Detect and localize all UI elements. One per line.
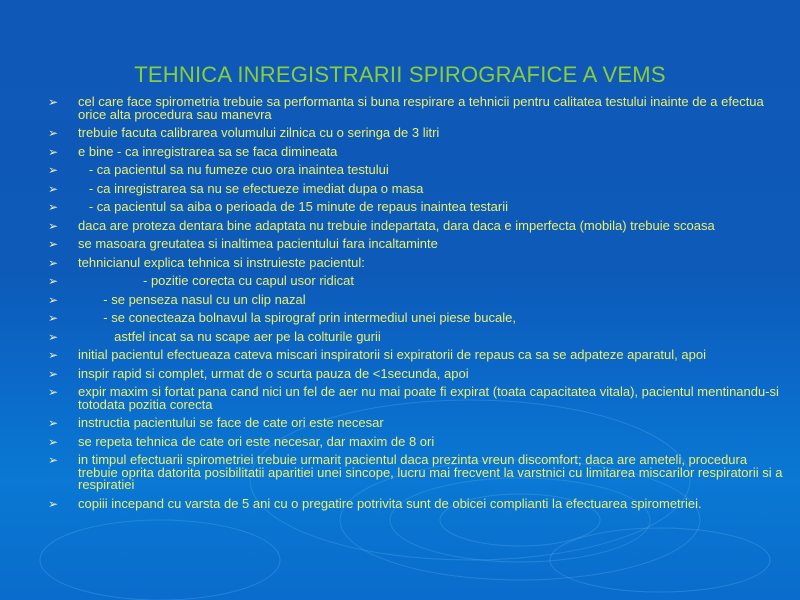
arrow-bullet-icon: ➢ bbox=[48, 95, 59, 109]
bullet-item bbox=[48, 164, 788, 177]
bullet-item bbox=[48, 417, 788, 430]
bullet-text: - ca inregistrarea sa nu se efectueze imediat dupa o masa bbox=[78, 180, 424, 196]
bullet-item bbox=[48, 386, 788, 411]
bullet-item bbox=[48, 254, 788, 270]
slide-title: TEHNICA INREGISTRARII SPIROGRAFICE A VEMS bbox=[134, 62, 666, 87]
bullet-text: - ca pacientul sa aiba o perioada de 15 minute de repaus inaintea testarii bbox=[78, 199, 509, 214]
bullet-text: - se penseza nasul cu un clip nazal bbox=[78, 291, 306, 307]
bullet-text: - pozitie corecta cu capul usor ridicat bbox=[78, 273, 354, 288]
bullet-item bbox=[48, 312, 788, 325]
arrow-bullet-icon: ➢ bbox=[48, 329, 59, 344]
bullet-text: cel care face spirometria trebuie sa performanta si buna respirare a tehnicii pentru calitatea testului inainte de a efectua orice alta procedura sau manevra bbox=[78, 94, 768, 122]
arrow-bullet-icon: ➢ bbox=[48, 163, 59, 177]
bullet-item bbox=[48, 180, 788, 196]
bullet-item bbox=[48, 495, 788, 511]
arrow-bullet-icon: ➢ bbox=[48, 496, 59, 511]
arrow-bullet-icon: ➢ bbox=[48, 453, 59, 467]
bullet-text: trebuie facuta calibrarea volumului zilnica cu o seringa de 3 litri bbox=[78, 125, 440, 140]
bullet-item bbox=[48, 275, 788, 288]
arrow-bullet-icon: ➢ bbox=[48, 181, 59, 196]
arrow-bullet-icon: ➢ bbox=[48, 434, 59, 449]
bullet-text: - ca pacientul sa nu fumeze cuo ora inaintea testului bbox=[78, 162, 389, 177]
bullet-item bbox=[48, 365, 788, 381]
bullet-item bbox=[48, 143, 788, 159]
arrow-bullet-icon: ➢ bbox=[48, 126, 59, 140]
bullet-item bbox=[48, 201, 788, 214]
bullet-text: in timpul efectuarii spirometriei trebuie urmarit pacientul daca prezinta vreun discomfort; daca are ameteli, procedura trebuie oprita datorita posibilitatii aparitiei unei sincope, lucru mai frecvent la varstnici cu limitarea miscarilor respiratorii si a respiratiei bbox=[78, 452, 787, 492]
bullet-list bbox=[48, 96, 788, 516]
bullet-text: se repeta tehnica de cate ori este necesar, dar maxim de 8 ori bbox=[78, 433, 435, 449]
arrow-bullet-icon: ➢ bbox=[48, 200, 59, 214]
bullet-item bbox=[48, 349, 788, 362]
arrow-bullet-icon: ➢ bbox=[48, 311, 59, 325]
bullet-item bbox=[48, 96, 788, 121]
bullet-text: expir maxim si fortat pana cand nici un fel de aer nu mai poate fi expirat (toata capacitatea vitala), pacientul mentinandu-si totodata pozitia corecta bbox=[78, 384, 783, 412]
bullet-text: e bine - ca inregistrarea sa se faca dimineata bbox=[78, 143, 338, 159]
bullet-text: - se conecteaza bolnavul la spirograf prin intermediul unei piese bucale, bbox=[78, 310, 516, 325]
arrow-bullet-icon: ➢ bbox=[48, 274, 59, 288]
bullet-text: astfel incat sa nu scape aer pe la colturile gurii bbox=[78, 328, 381, 344]
bullet-text: daca are proteza dentara bine adaptata nu trebuie indepartata, dara daca e imperfecta (mobila) trebuie scoasa bbox=[78, 217, 715, 233]
bullet-text: tehnicianul explica tehnica si instruieste pacientul: bbox=[78, 254, 365, 270]
arrow-bullet-icon: ➢ bbox=[48, 255, 59, 270]
arrow-bullet-icon: ➢ bbox=[48, 144, 59, 159]
bullet-item bbox=[48, 433, 788, 449]
arrow-bullet-icon: ➢ bbox=[48, 366, 59, 381]
bullet-text: copiii incepand cu varsta de 5 ani cu o pregatire potrivita sunt de obicei complianti la efectuarea spirometriei. bbox=[78, 495, 702, 511]
bullet-text: initial pacientul efectueaza cateva miscari inspiratorii si expiratorii de repaus ca sa se adpateze aparatul, apoi bbox=[78, 347, 706, 362]
arrow-bullet-icon: ➢ bbox=[48, 385, 59, 399]
bullet-item bbox=[48, 127, 788, 140]
bullet-text: inspir rapid si complet, urmat de o scurta pauza de <1secunda, apoi bbox=[78, 365, 469, 381]
arrow-bullet-icon: ➢ bbox=[48, 348, 59, 362]
bullet-text: se masoara greutatea si inaltimea pacientului fara incaltaminte bbox=[78, 236, 438, 251]
arrow-bullet-icon: ➢ bbox=[48, 292, 59, 307]
bullet-item bbox=[48, 454, 788, 492]
arrow-bullet-icon: ➢ bbox=[48, 416, 59, 430]
bullet-item bbox=[48, 217, 788, 233]
bullet-text: instructia pacientului se face de cate ori este necesar bbox=[78, 415, 384, 430]
arrow-bullet-icon: ➢ bbox=[48, 218, 59, 233]
arrow-bullet-icon: ➢ bbox=[48, 237, 59, 251]
bullet-item bbox=[48, 238, 788, 251]
bullet-item bbox=[48, 291, 788, 307]
bullet-item bbox=[48, 328, 788, 344]
